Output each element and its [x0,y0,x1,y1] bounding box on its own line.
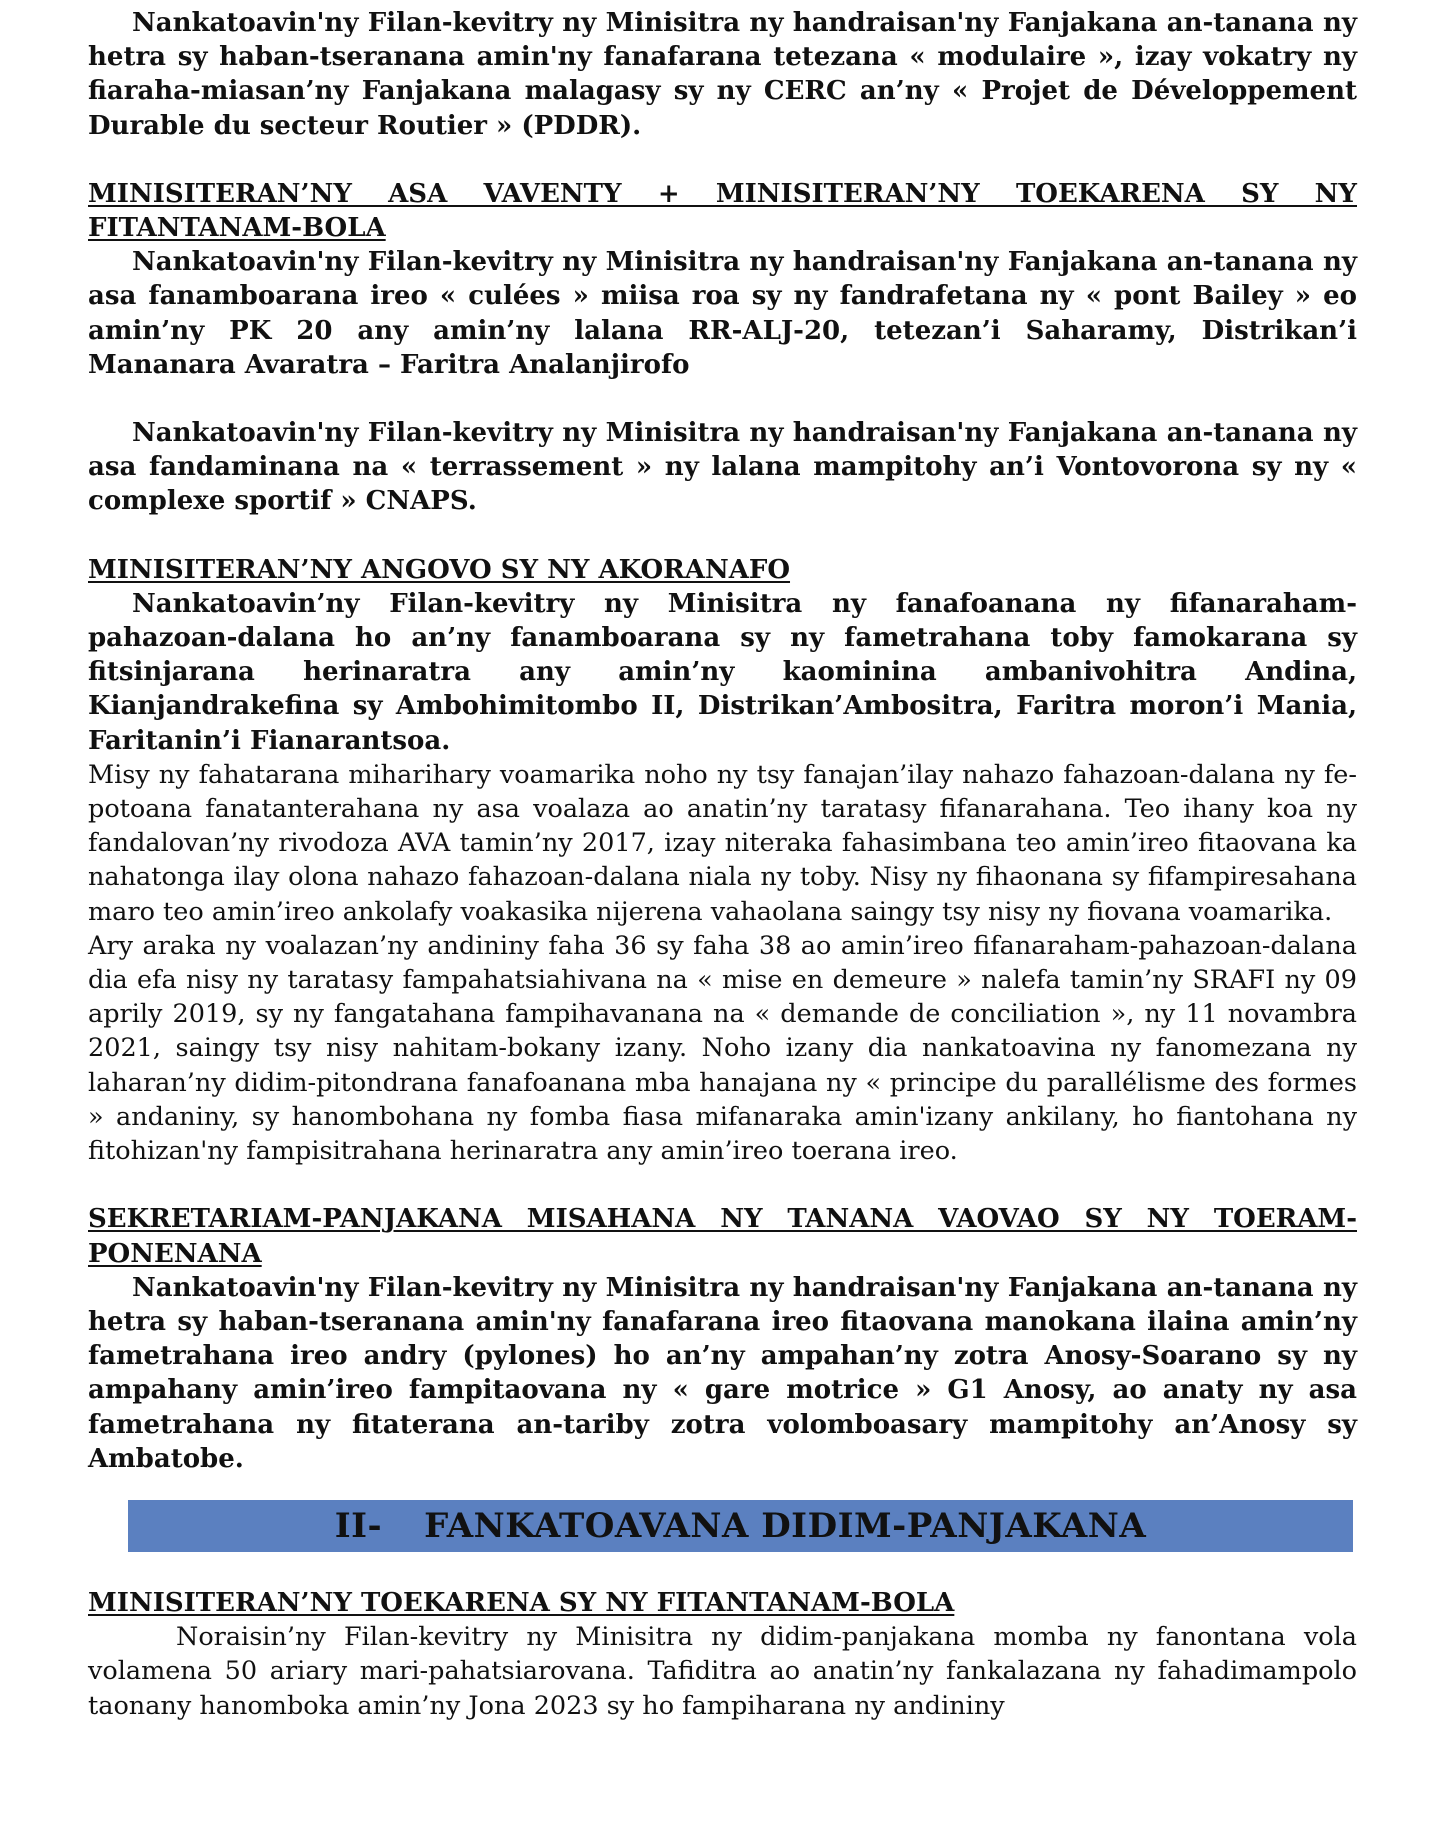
spacer [88,519,1357,553]
spacer [88,1168,1357,1202]
paragraph-energy-decision: Nankatoavin’ny Filan-kevitry ny Minisitra ny fanafoanana ny fifanaraham-pahazoan-dalana ho an’ny fanamboarana sy ny fametrahana toby famokarana sy fitsinjarana herinaratra any amin’ny kaominina ambanivohitra Andina, Kianjandrakefina sy Ambohimitombo II, Distrikan’Ambositra, Faritra moron’i Mania, Faritanin’i Fianarantsoa. [88,588,1357,756]
paragraph-gold-coin: Noraisin’ny Filan-kevitry ny Minisitra ny didim-panjakana momba ny fanontana vola volamena 50 ariary mari-pahatsiarovana. Tafiditra ao anatin’ny fankalazana ny fahadimampolo taonany hanomboka amin’ny Jona 2023 sy ho fampiharana ny andininy [88,1622,1357,1721]
paragraph-energy-articles: Ary araka ny voalazan’ny andininy faha 36 sy faha 38 ao amin’ireo fifanaraham-pahazoan-dalana dia efa nisy ny taratasy fampahatsiahivana na « mise en demeure » nalefa tamin’ny SRAFI ny 09 aprily 2019, sy ny fangatahana fampihavanana na « demande de conciliation », ny 11 novambra 2021, saingy tsy nisy nahitam-bokany izany. Noho izany dia nankatoavina ny fanomezana ny laharan’ny didim-pitondrana fanafoanana mba hanajana ny « principe du parallélisme des formes » andaniny, sy hanombohana ny fomba fiasa mifanaraka amin'izany ankilany, ho fiantohana ny fitohizan'ny fampisitrahana herinaratra any amin’ireo toerana ireo. [88,930,1357,1167]
section-title: FANKATOAVANA DIDIM-PANJAKANA [424,1505,1147,1546]
heading-economy-finance: MINISITERAN’NY TOEKARENA SY NY FITANTANAM-BOLA [88,1587,955,1618]
heading-new-towns: SEKRETARIAM-PANJAKANA MISAHANA NY TANANA VAOVAO SY NY TOERAM-PONENANA [88,1204,1357,1269]
spacer [88,382,1357,416]
paragraph-pddr-customs: Nankatoavin'ny Filan-kevitry ny Minisitra ny handraisan'ny Fanjakana an-tanana ny hetra sy haban-tseranana amin'ny fanafarana tetezana « modulaire », izay vokatry ny fiaraha-miasan’ny Fanjakana malagasy sy ny CERC an’ny « Projet de Développement Durable du secteur Routier » (PDDR). [88,8,1357,141]
paragraph-pont-bailey: Nankatoavin'ny Filan-kevitry ny Minisitra ny handraisan'ny Fanjakana an-tanana ny asa fanamboarana ireo « culées » miisa roa sy ny fandrafetana ny « pont Bailey » eo amin’ny PK 20 any amin’ny lalana RR-ALJ-20, tetezan’i Saharamy, Distrikan’i Mananara Avaratra – Faritra Analanjirofo [88,247,1357,380]
heading-energy-ministry: MINISITERAN’NY ANGOVO SY NY AKORANAFO [88,554,791,585]
section-number: II- [334,1505,383,1546]
spacer [88,1476,1357,1500]
heading-public-works-economy: MINISITERAN’NY ASA VAVENTY + MINISITERAN’NY TOEKARENA SY NY FITANTANAM-BOLA [88,178,1357,244]
paragraph-terrassement: Nankatoavin'ny Filan-kevitry ny Minisitra ny handraisan'ny Fanjakana an-tanana ny asa fandaminana na « terrassement » ny lalana mampitohy an’i Vontovorona sy ny « complexe sportif » CNAPS. [88,418,1357,517]
paragraph-energy-delays: Misy ny fahatarana miharihary voamarika noho ny tsy fanajan’ilay nahazo fahazoan-dalana ny fe-potoana fanatanterahana ny asa voalaza ao anatin’ny taratasy fifanarahana. Teo ihany koa ny fandalovan’ny rivodoza AVA tamin’ny 2017, izay niteraka fahasimbana teo amin’ireo fitaovana ka nahatonga ilay olona nahazo fahazoan-dalana niala ny toby. Nisy ny fihaonana sy fifampiresahana maro teo amin’ireo ankolafy voakasika nijerena vahaolana saingy tsy nisy ny fiovana voamarika. [88,759,1357,927]
spacer [88,143,1357,177]
spacer [88,1552,1357,1586]
paragraph-cable-car: Nankatoavin'ny Filan-kevitry ny Minisitra ny handraisan'ny Fanjakana an-tanana ny hetra sy haban-tseranana amin'ny fanafarana ireo fitaovana manokana ilaina amin’ny fametrahana ireo andry (pylones) ho an’ny ampahan’ny zotra Anosy-Soarano sy ny ampahany amin’ireo fampitaovana ny « gare motrice » G1 Anosy, ao anaty ny asa fametrahana ny fitaterana an-tariby zotra volomboasary mampitohy an’Anosy sy Ambatobe. [88,1272,1357,1474]
section-banner [128,1500,1353,1552]
